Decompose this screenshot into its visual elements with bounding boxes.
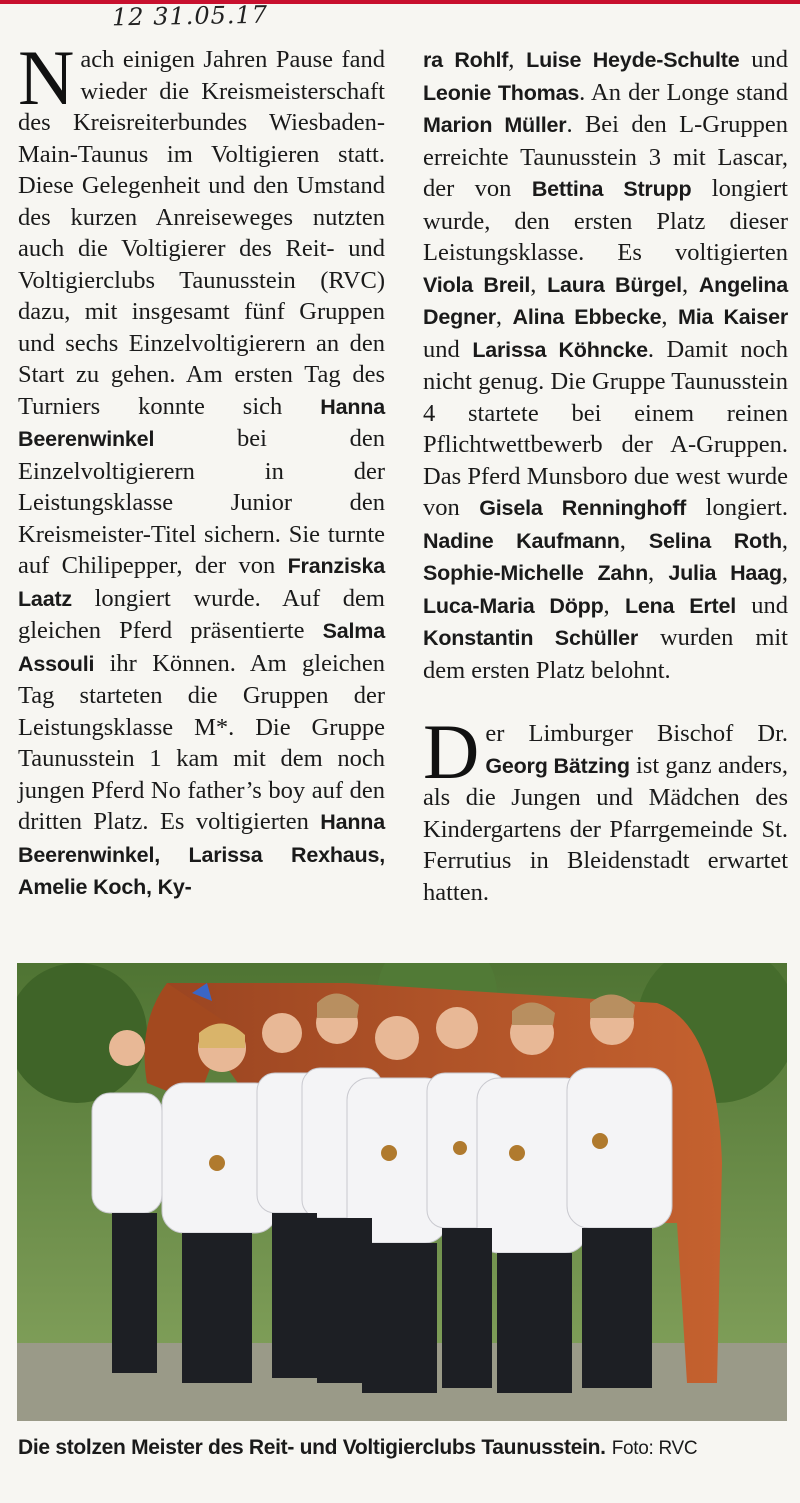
person-name: Julia Haag bbox=[668, 561, 782, 585]
text-run: , bbox=[508, 46, 527, 73]
handwritten-date: 12 31.05.17 bbox=[111, 0, 269, 32]
person-name: Gisela Renninghoff bbox=[479, 496, 687, 520]
person-name: Angelina Degner bbox=[423, 272, 789, 329]
text-run: ihr Können. Am gleichen Tag starteten die Gruppen der Leistungsklasse M*. Die Gruppe Taunusstein 1 kam mit dem noch jungen Pferd No father’s boy auf den dritten Platz. Es voltigierten bbox=[18, 649, 385, 835]
text-run: longiert. bbox=[686, 494, 788, 521]
text-run: , bbox=[648, 559, 669, 586]
person-name: Hanna Beerenwinkel, Larissa Rexhaus, Amelie Koch, Ky- bbox=[18, 810, 385, 899]
article-column-left bbox=[18, 34, 385, 904]
group-photo bbox=[17, 963, 787, 1421]
text-run: wurden mit dem ersten Platz belohnt. bbox=[423, 624, 788, 684]
text-run: longiert wurde. Auf dem gleichen Pferd präsentierte bbox=[18, 584, 385, 644]
text-run: ist ganz anders, als die Jungen und Mädchen des Kindergartens der Pfarrgemeinde St. Ferrutius in Bleidenstadt erwartet hatten. bbox=[423, 751, 788, 906]
person-name: Viola Breil bbox=[423, 272, 531, 297]
person-name: Leonie Thomas bbox=[423, 80, 580, 105]
person-name: Konstantin Schüller bbox=[423, 626, 639, 650]
text-run: . Damit noch nicht genug. Die Gruppe Taunusstein 4 startete bei einem reinen Pflichtwettbewerb der A-Gruppen. Das Pferd Munsboro due west wurde von bbox=[423, 335, 788, 521]
text-run: , bbox=[530, 270, 548, 298]
text-run: und bbox=[739, 46, 788, 73]
drop-cap: D bbox=[423, 708, 480, 795]
person-name: ra Rohlf bbox=[423, 48, 509, 72]
text-run: , bbox=[495, 303, 513, 330]
person-name: Salma Assouli bbox=[18, 619, 385, 676]
person-name: Marion Müller bbox=[423, 113, 567, 137]
person-name: Nadine Kaufmann bbox=[423, 528, 620, 553]
article-column-right bbox=[423, 44, 788, 908]
text-run: . Bei den L-Gruppen erreichte Taunusstein 3 mit Lascar, der von bbox=[423, 111, 788, 202]
person-name: Laura Bürgel bbox=[547, 272, 682, 297]
person-name: Sophie-Michelle Zahn bbox=[423, 561, 649, 585]
text-run: , bbox=[781, 526, 789, 554]
person-name: Luise Heyde-Schulte bbox=[526, 48, 740, 72]
photo-credit: Foto: RVC bbox=[611, 1438, 698, 1459]
person-name: Lena Ertel bbox=[624, 593, 737, 618]
text-run: , bbox=[781, 559, 789, 586]
article-paragraph-2 bbox=[423, 708, 788, 908]
person-name: Franziska Laatz bbox=[18, 554, 385, 611]
article-paragraph-1 bbox=[18, 34, 385, 904]
text-run: ach einigen Jahren Pause fand wieder die Kreismeisterschaft des Kreisreiterbundes Wiesbaden-Main-Taunus im Voltigieren statt. Diese Gelegenheit und den Umstand des kurzen Anreiseweges nutzten auch die Voltigierer des Reit- und Voltigierclubs Taunusstein (RVC) dazu, mit insgesamt fünf Gruppen und sechs Einzelvoltigierern an den Start zu gehen. Am ersten Tag des Turniers konnte sich bbox=[18, 46, 385, 420]
text-run: longiert wurde, den ersten Platz dieser Leistungsklasse. Es voltigierten bbox=[423, 175, 788, 266]
caption-text: Die stolzen Meister des Reit- und Voltigierclubs Taunusstein. bbox=[18, 1436, 606, 1459]
photo-caption bbox=[18, 1436, 788, 1460]
text-run: , bbox=[603, 591, 625, 619]
person-name: Larissa Köhncke bbox=[472, 337, 648, 362]
photo-illustration bbox=[17, 963, 787, 1421]
text-run: . An der Longe stand bbox=[579, 78, 789, 106]
text-run: , bbox=[681, 270, 699, 298]
person-name: Georg Bätzing bbox=[485, 753, 630, 778]
drop-cap: N bbox=[18, 34, 75, 121]
person-name: Selina Roth bbox=[648, 528, 782, 553]
person-name: Alina Ebbecke bbox=[512, 305, 662, 329]
text-run: , bbox=[661, 303, 679, 330]
person-name: Luca-Maria Döpp bbox=[423, 593, 604, 618]
person-name: Mia Kaiser bbox=[678, 305, 788, 329]
text-run: und bbox=[423, 335, 473, 363]
text-run: bei den Einzelvoltigierern in der Leistungsklasse Junior den Kreismeister-Titel sichern. Sie turnte auf Chilipepper, der von bbox=[18, 425, 385, 579]
person-name: Hanna Beerenwinkel bbox=[18, 394, 385, 451]
text-run: und bbox=[736, 591, 789, 619]
text-run: er Limburger Bischof Dr. bbox=[485, 720, 788, 747]
article-paragraph-1-continued bbox=[423, 44, 788, 686]
person-name: Bettina Strupp bbox=[531, 177, 692, 201]
text-run: , bbox=[619, 526, 649, 554]
